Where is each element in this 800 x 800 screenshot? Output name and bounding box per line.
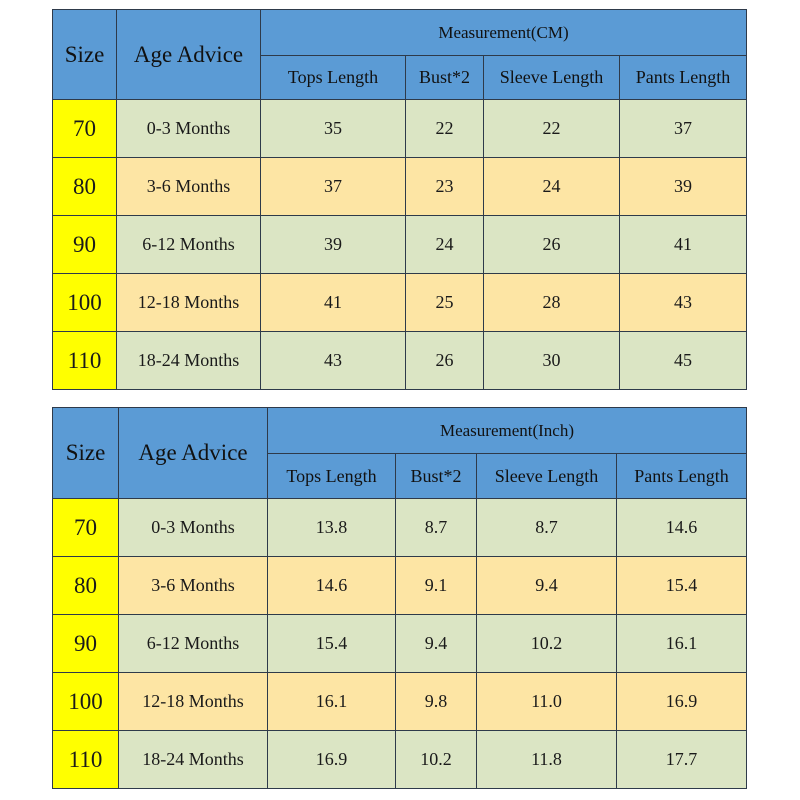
bust-cell: 10.2 <box>396 731 477 789</box>
size-cell: 110 <box>53 332 117 390</box>
pants-length-cell: 37 <box>620 100 747 158</box>
header-measurement-group: Measurement(Inch) <box>268 408 747 454</box>
table-row <box>53 274 747 332</box>
pants-length-cell: 43 <box>620 274 747 332</box>
size-cell: 100 <box>53 274 117 332</box>
bust-cell: 8.7 <box>396 499 477 557</box>
table-row <box>53 216 747 274</box>
age-cell: 18-24 Months <box>117 332 261 390</box>
table-row <box>53 615 747 673</box>
age-cell: 12-18 Months <box>119 673 268 731</box>
size-chart-cm-table <box>52 9 747 390</box>
header-bust: Bust*2 <box>396 454 477 499</box>
age-cell: 18-24 Months <box>119 731 268 789</box>
table-row <box>53 158 747 216</box>
table-row <box>53 499 747 557</box>
age-cell: 0-3 Months <box>117 100 261 158</box>
tops-length-cell: 14.6 <box>268 557 396 615</box>
header-bust: Bust*2 <box>406 56 484 100</box>
sleeve-length-cell: 9.4 <box>477 557 617 615</box>
pants-length-cell: 41 <box>620 216 747 274</box>
size-cell: 80 <box>53 158 117 216</box>
age-cell: 3-6 Months <box>117 158 261 216</box>
age-cell: 6-12 Months <box>117 216 261 274</box>
age-cell: 12-18 Months <box>117 274 261 332</box>
header-pants-length: Pants Length <box>620 56 747 100</box>
bust-cell: 9.1 <box>396 557 477 615</box>
header-size: Size <box>53 10 117 100</box>
pants-length-cell: 45 <box>620 332 747 390</box>
header-sleeve-length: Sleeve Length <box>484 56 620 100</box>
header-tops-length: Tops Length <box>268 454 396 499</box>
pants-length-cell: 17.7 <box>617 731 747 789</box>
pants-length-cell: 14.6 <box>617 499 747 557</box>
age-cell: 6-12 Months <box>119 615 268 673</box>
size-cell: 90 <box>53 216 117 274</box>
size-cell: 70 <box>53 499 119 557</box>
size-cell: 110 <box>53 731 119 789</box>
size-chart-inch-table <box>52 407 747 789</box>
sleeve-length-cell: 24 <box>484 158 620 216</box>
pants-length-cell: 16.9 <box>617 673 747 731</box>
bust-cell: 9.8 <box>396 673 477 731</box>
header-pants-length: Pants Length <box>617 454 747 499</box>
size-cell: 90 <box>53 615 119 673</box>
table-row <box>53 673 747 731</box>
tops-length-cell: 37 <box>261 158 406 216</box>
table-row <box>53 100 747 158</box>
sleeve-length-cell: 11.0 <box>477 673 617 731</box>
table-row <box>53 557 747 615</box>
age-cell: 0-3 Months <box>119 499 268 557</box>
pants-length-cell: 39 <box>620 158 747 216</box>
tops-length-cell: 35 <box>261 100 406 158</box>
sleeve-length-cell: 8.7 <box>477 499 617 557</box>
tops-length-cell: 16.9 <box>268 731 396 789</box>
bust-cell: 22 <box>406 100 484 158</box>
tops-length-cell: 16.1 <box>268 673 396 731</box>
sleeve-length-cell: 30 <box>484 332 620 390</box>
tops-length-cell: 43 <box>261 332 406 390</box>
bust-cell: 9.4 <box>396 615 477 673</box>
size-cell: 80 <box>53 557 119 615</box>
bust-cell: 23 <box>406 158 484 216</box>
pants-length-cell: 15.4 <box>617 557 747 615</box>
pants-length-cell: 16.1 <box>617 615 747 673</box>
header-size: Size <box>53 408 119 499</box>
size-cell: 100 <box>53 673 119 731</box>
header-sleeve-length: Sleeve Length <box>477 454 617 499</box>
tops-length-cell: 41 <box>261 274 406 332</box>
table-row <box>53 731 747 789</box>
sleeve-length-cell: 11.8 <box>477 731 617 789</box>
tops-length-cell: 13.8 <box>268 499 396 557</box>
sleeve-length-cell: 26 <box>484 216 620 274</box>
header-tops-length: Tops Length <box>261 56 406 100</box>
sleeve-length-cell: 22 <box>484 100 620 158</box>
sleeve-length-cell: 10.2 <box>477 615 617 673</box>
header-measurement-group: Measurement(CM) <box>261 10 747 56</box>
tops-length-cell: 39 <box>261 216 406 274</box>
sleeve-length-cell: 28 <box>484 274 620 332</box>
bust-cell: 24 <box>406 216 484 274</box>
tops-length-cell: 15.4 <box>268 615 396 673</box>
bust-cell: 26 <box>406 332 484 390</box>
header-age-advice: Age Advice <box>119 408 268 499</box>
header-age-advice: Age Advice <box>117 10 261 100</box>
size-cell: 70 <box>53 100 117 158</box>
age-cell: 3-6 Months <box>119 557 268 615</box>
table-row <box>53 332 747 390</box>
bust-cell: 25 <box>406 274 484 332</box>
